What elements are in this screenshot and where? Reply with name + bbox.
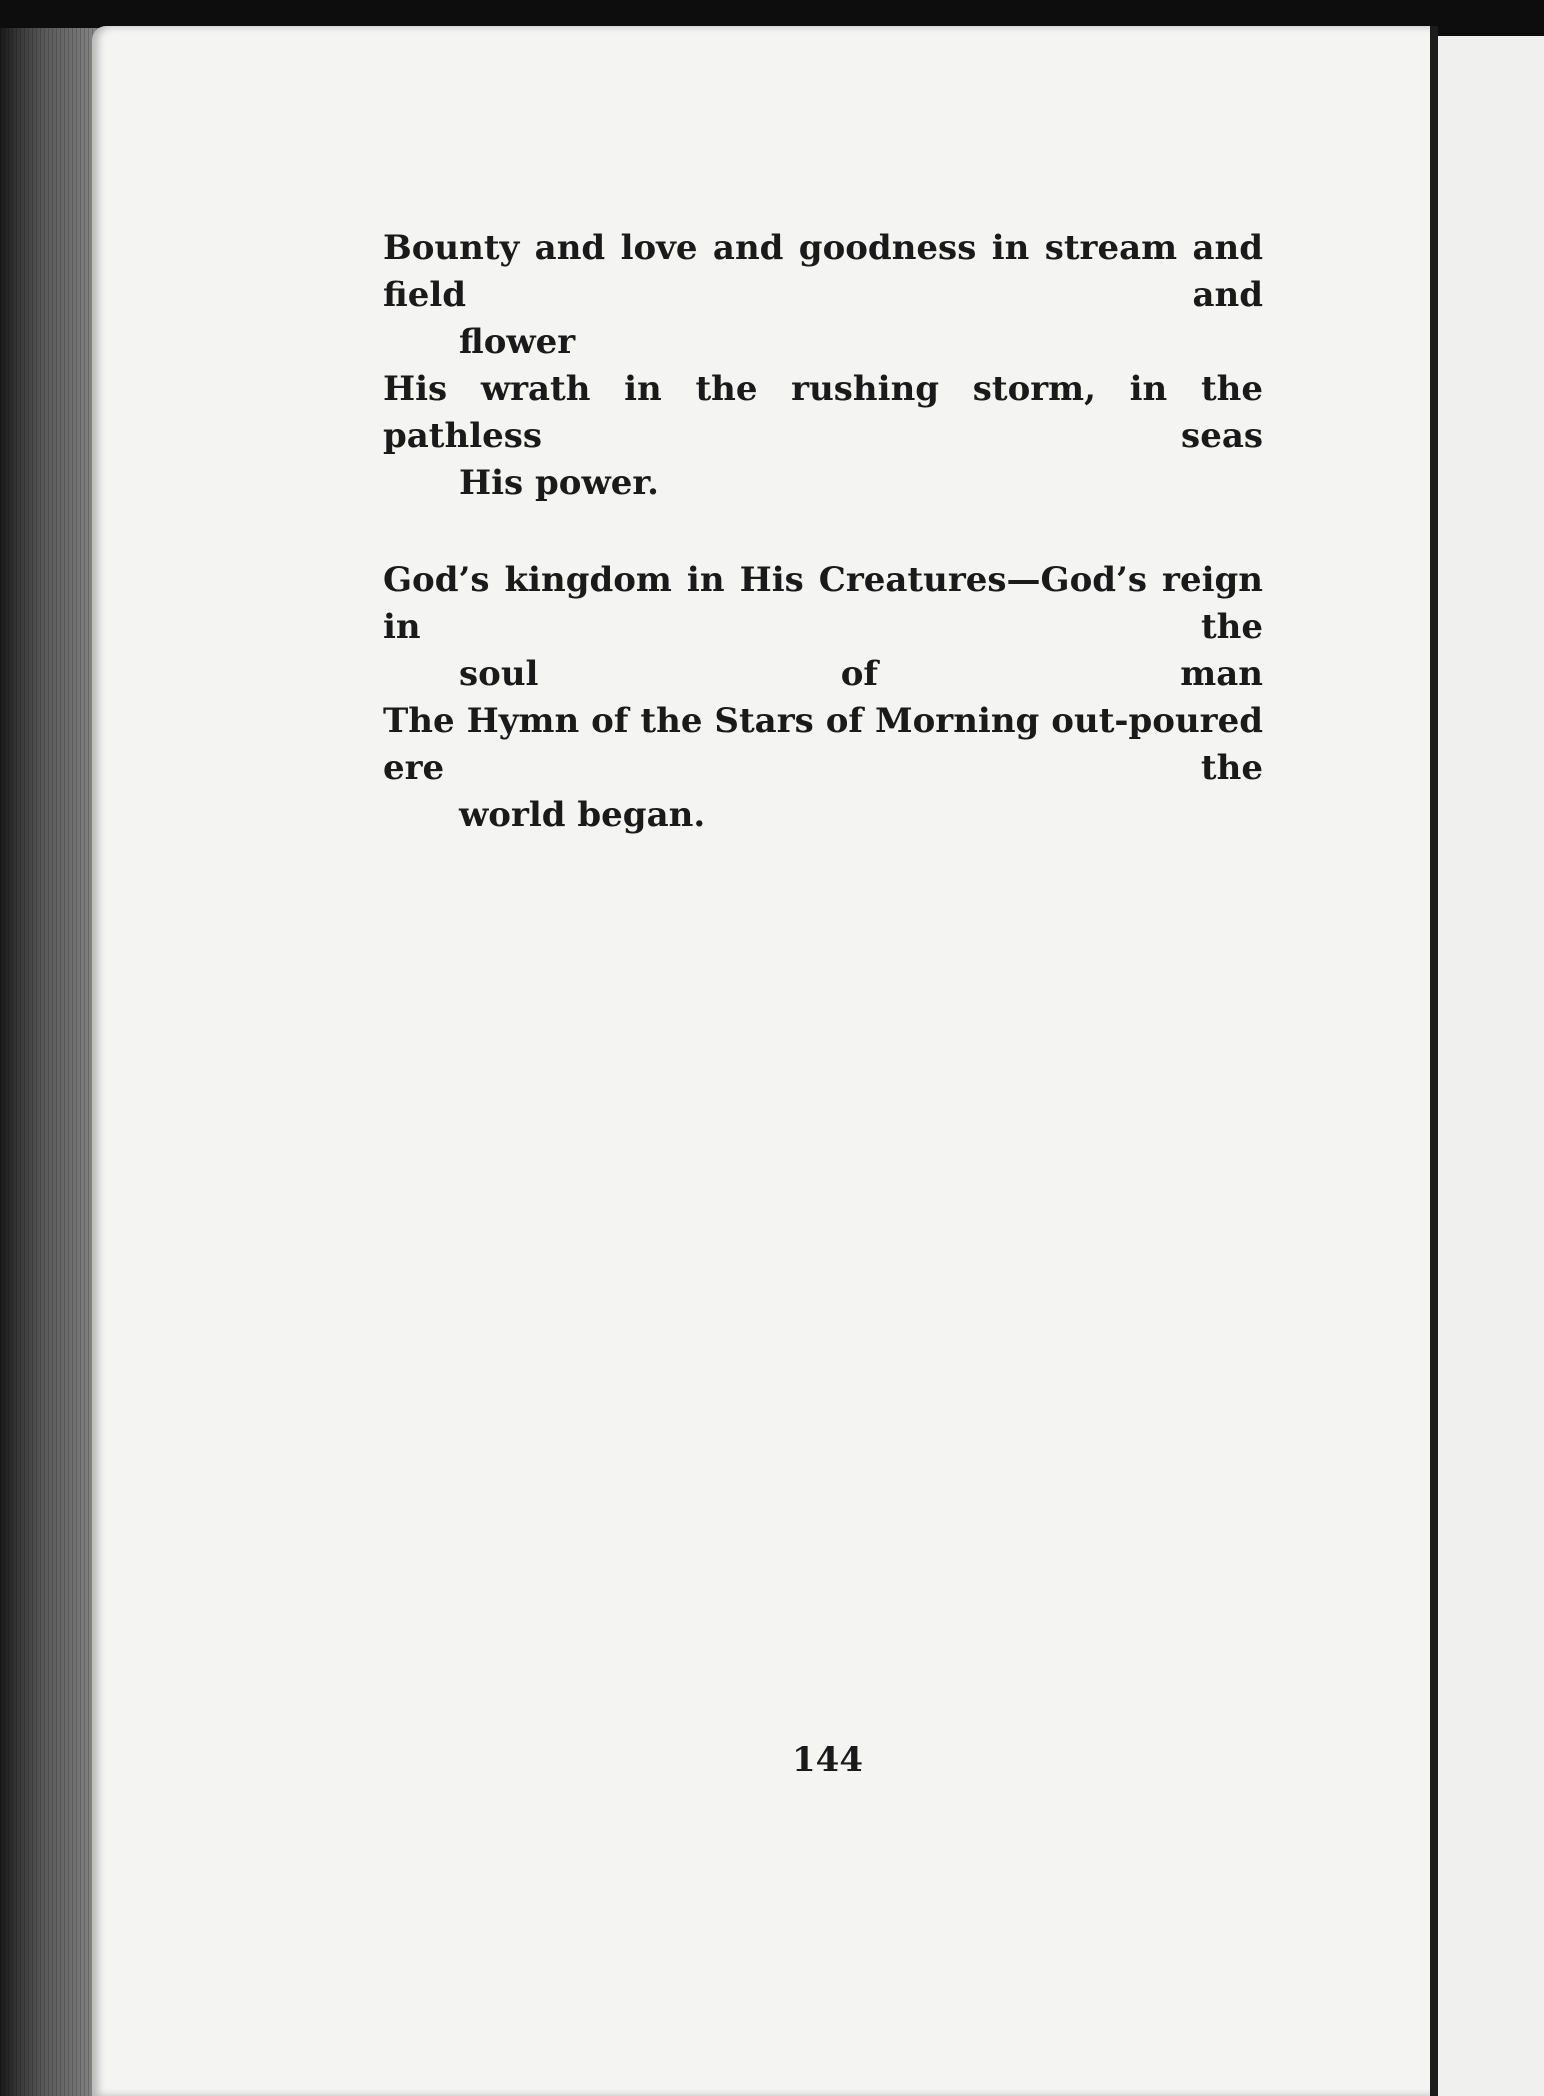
poem-line: The Hymn of the Stars of Morning out-poured ere the: [383, 701, 1263, 788]
poem-line-continuation: His power.: [459, 463, 659, 503]
book-gutter: [1430, 26, 1438, 2096]
facing-page: [1438, 36, 1544, 2096]
page-number: 144: [792, 1740, 863, 1780]
stanza-2: [383, 557, 1263, 839]
poem-line: God’s kingdom in His Creatures—God’s reign in the: [383, 560, 1263, 647]
poem-line-continuation: soul of man: [459, 654, 1263, 694]
poem-line: His wrath in the rushing storm, in the pathless seas: [383, 369, 1263, 456]
stanza-1: [383, 225, 1263, 507]
poem-line-continuation: flower: [459, 322, 576, 362]
poem-text: [383, 225, 1263, 889]
poem-line-continuation: world began.: [459, 795, 706, 835]
book-page-edges: [0, 28, 100, 2096]
poem-line: Bounty and love and goodness in stream and field and: [383, 228, 1263, 315]
